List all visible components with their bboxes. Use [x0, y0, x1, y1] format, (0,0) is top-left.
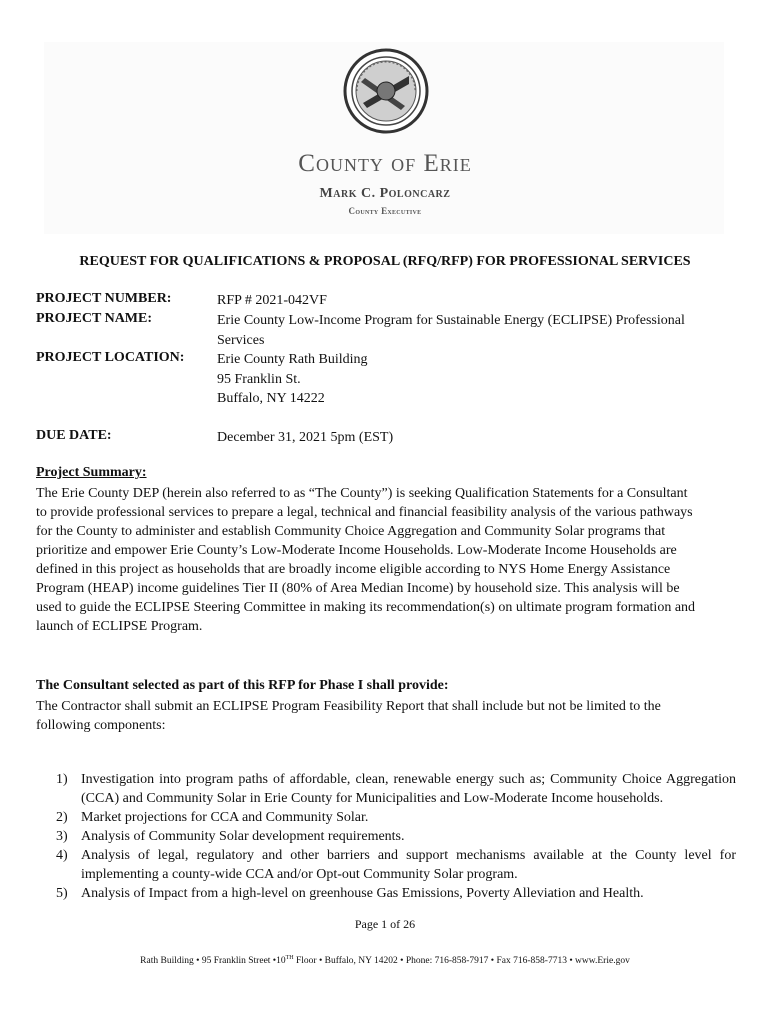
intro-line: following components: — [36, 718, 166, 733]
project-summary-title: Project Summary: — [36, 465, 147, 480]
list-item — [36, 846, 736, 884]
components-list — [36, 770, 736, 903]
list-item-text: Market projections for CCA and Community Solar. — [81, 810, 369, 825]
list-item-number: 4) — [56, 848, 68, 863]
executive-name: Mark C. Poloncarz — [319, 186, 451, 201]
page-number: Page 1 of 26 — [354, 917, 416, 931]
list-item-number: 3) — [56, 829, 68, 844]
project-name-line: Services — [217, 332, 265, 348]
due-date-value: December 31, 2021 5pm (EST) — [217, 430, 394, 445]
county-name: County of Erie — [298, 150, 472, 177]
list-item-number: 1) — [56, 772, 68, 787]
list-item — [36, 827, 736, 846]
summary-line: Program (HEAP) income guidelines Tier II (80% of Area Median Income) by household size. This analysis will be — [36, 581, 680, 596]
location-line: 95 Franklin St. — [217, 371, 301, 387]
summary-line: for the County to administer and establish Community Choice Aggregation and Community Solar programs that — [36, 524, 666, 539]
location-line: Erie County Rath Building — [217, 352, 368, 367]
county-seal-icon — [343, 48, 429, 134]
summary-line: The Erie County DEP (herein also referred to as “The County”) is seeking Qualification Statements for a Consultant — [36, 486, 688, 501]
summary-line: launch of ECLIPSE Program. — [36, 619, 203, 634]
project-location-label: PROJECT LOCATION: — [36, 350, 185, 365]
list-item-number: 5) — [56, 886, 68, 901]
executive-title: County Executive — [348, 206, 422, 216]
list-item-text: Analysis of Community Solar development requirements. — [81, 829, 405, 844]
footer-superscript: TH — [285, 955, 294, 961]
summary-line: used to guide the ECLIPSE Steering Committee in making its recommendation(s) on ultimate program formation and — [36, 600, 696, 615]
list-item — [36, 770, 736, 808]
consultant-intro — [36, 697, 748, 735]
list-item-text: Investigation into program paths of affordable, clean, renewable energy such as; Community Choice Aggregation (CCA) and Community Solar in Erie County for Municipalities and Low-Moderate Income households. — [81, 772, 736, 806]
location-line: Buffalo, NY 14222 — [217, 391, 325, 406]
footer-text: Floor • Buffalo, NY 14202 • Phone: 716-858-7917 • Fax 716-858-7713 • www.Erie.gov — [293, 956, 630, 967]
summary-line: to provide professional services to prepare a legal, technical and financial feasibility analysis of the various pathways — [36, 505, 693, 520]
footer-text: Rath Building • 95 Franklin Street •10 — [140, 956, 286, 967]
project-number-value: RFP # 2021-042VF — [217, 293, 327, 308]
list-item — [36, 808, 736, 827]
list-item-text: Analysis of legal, regulatory and other barriers and support mechanisms available at the County level for implementing a county-wide CCA and/or Opt-out Community Solar program. — [81, 848, 736, 882]
list-item-number: 2) — [56, 810, 68, 825]
consultant-section-title: The Consultant selected as part of this RFP for Phase I shall provide: — [36, 678, 449, 693]
due-date-label: DUE DATE: — [36, 428, 112, 443]
summary-line: defined in this project as households that are broadly income eligible according to NYS Home Energy Assistance — [36, 562, 671, 577]
project-location-value — [217, 350, 737, 409]
list-item-text: Analysis of Impact from a high-level on greenhouse Gas Emissions, Poverty Alleviation and Health. — [81, 886, 644, 901]
rfp-heading: REQUEST FOR QUALIFICATIONS & PROPOSAL (RFQ/RFP) FOR PROFESSIONAL SERVICES — [79, 254, 691, 269]
footer-address — [0, 955, 770, 966]
list-item — [36, 884, 736, 903]
project-name-label: PROJECT NAME: — [36, 311, 153, 326]
intro-line: The Contractor shall submit an ECLIPSE Program Feasibility Report that shall include but not be limited to the — [36, 699, 661, 714]
project-number-label: PROJECT NUMBER: — [36, 291, 172, 306]
summary-line: prioritize and empower Erie County’s Low-Moderate Income Households. Low-Moderate Income Households are — [36, 543, 677, 558]
project-name-line: Erie County Low-Income Program for Sustainable Energy (ECLIPSE) Professional — [217, 313, 685, 328]
project-name-value — [217, 311, 737, 350]
project-summary-text — [36, 484, 748, 636]
